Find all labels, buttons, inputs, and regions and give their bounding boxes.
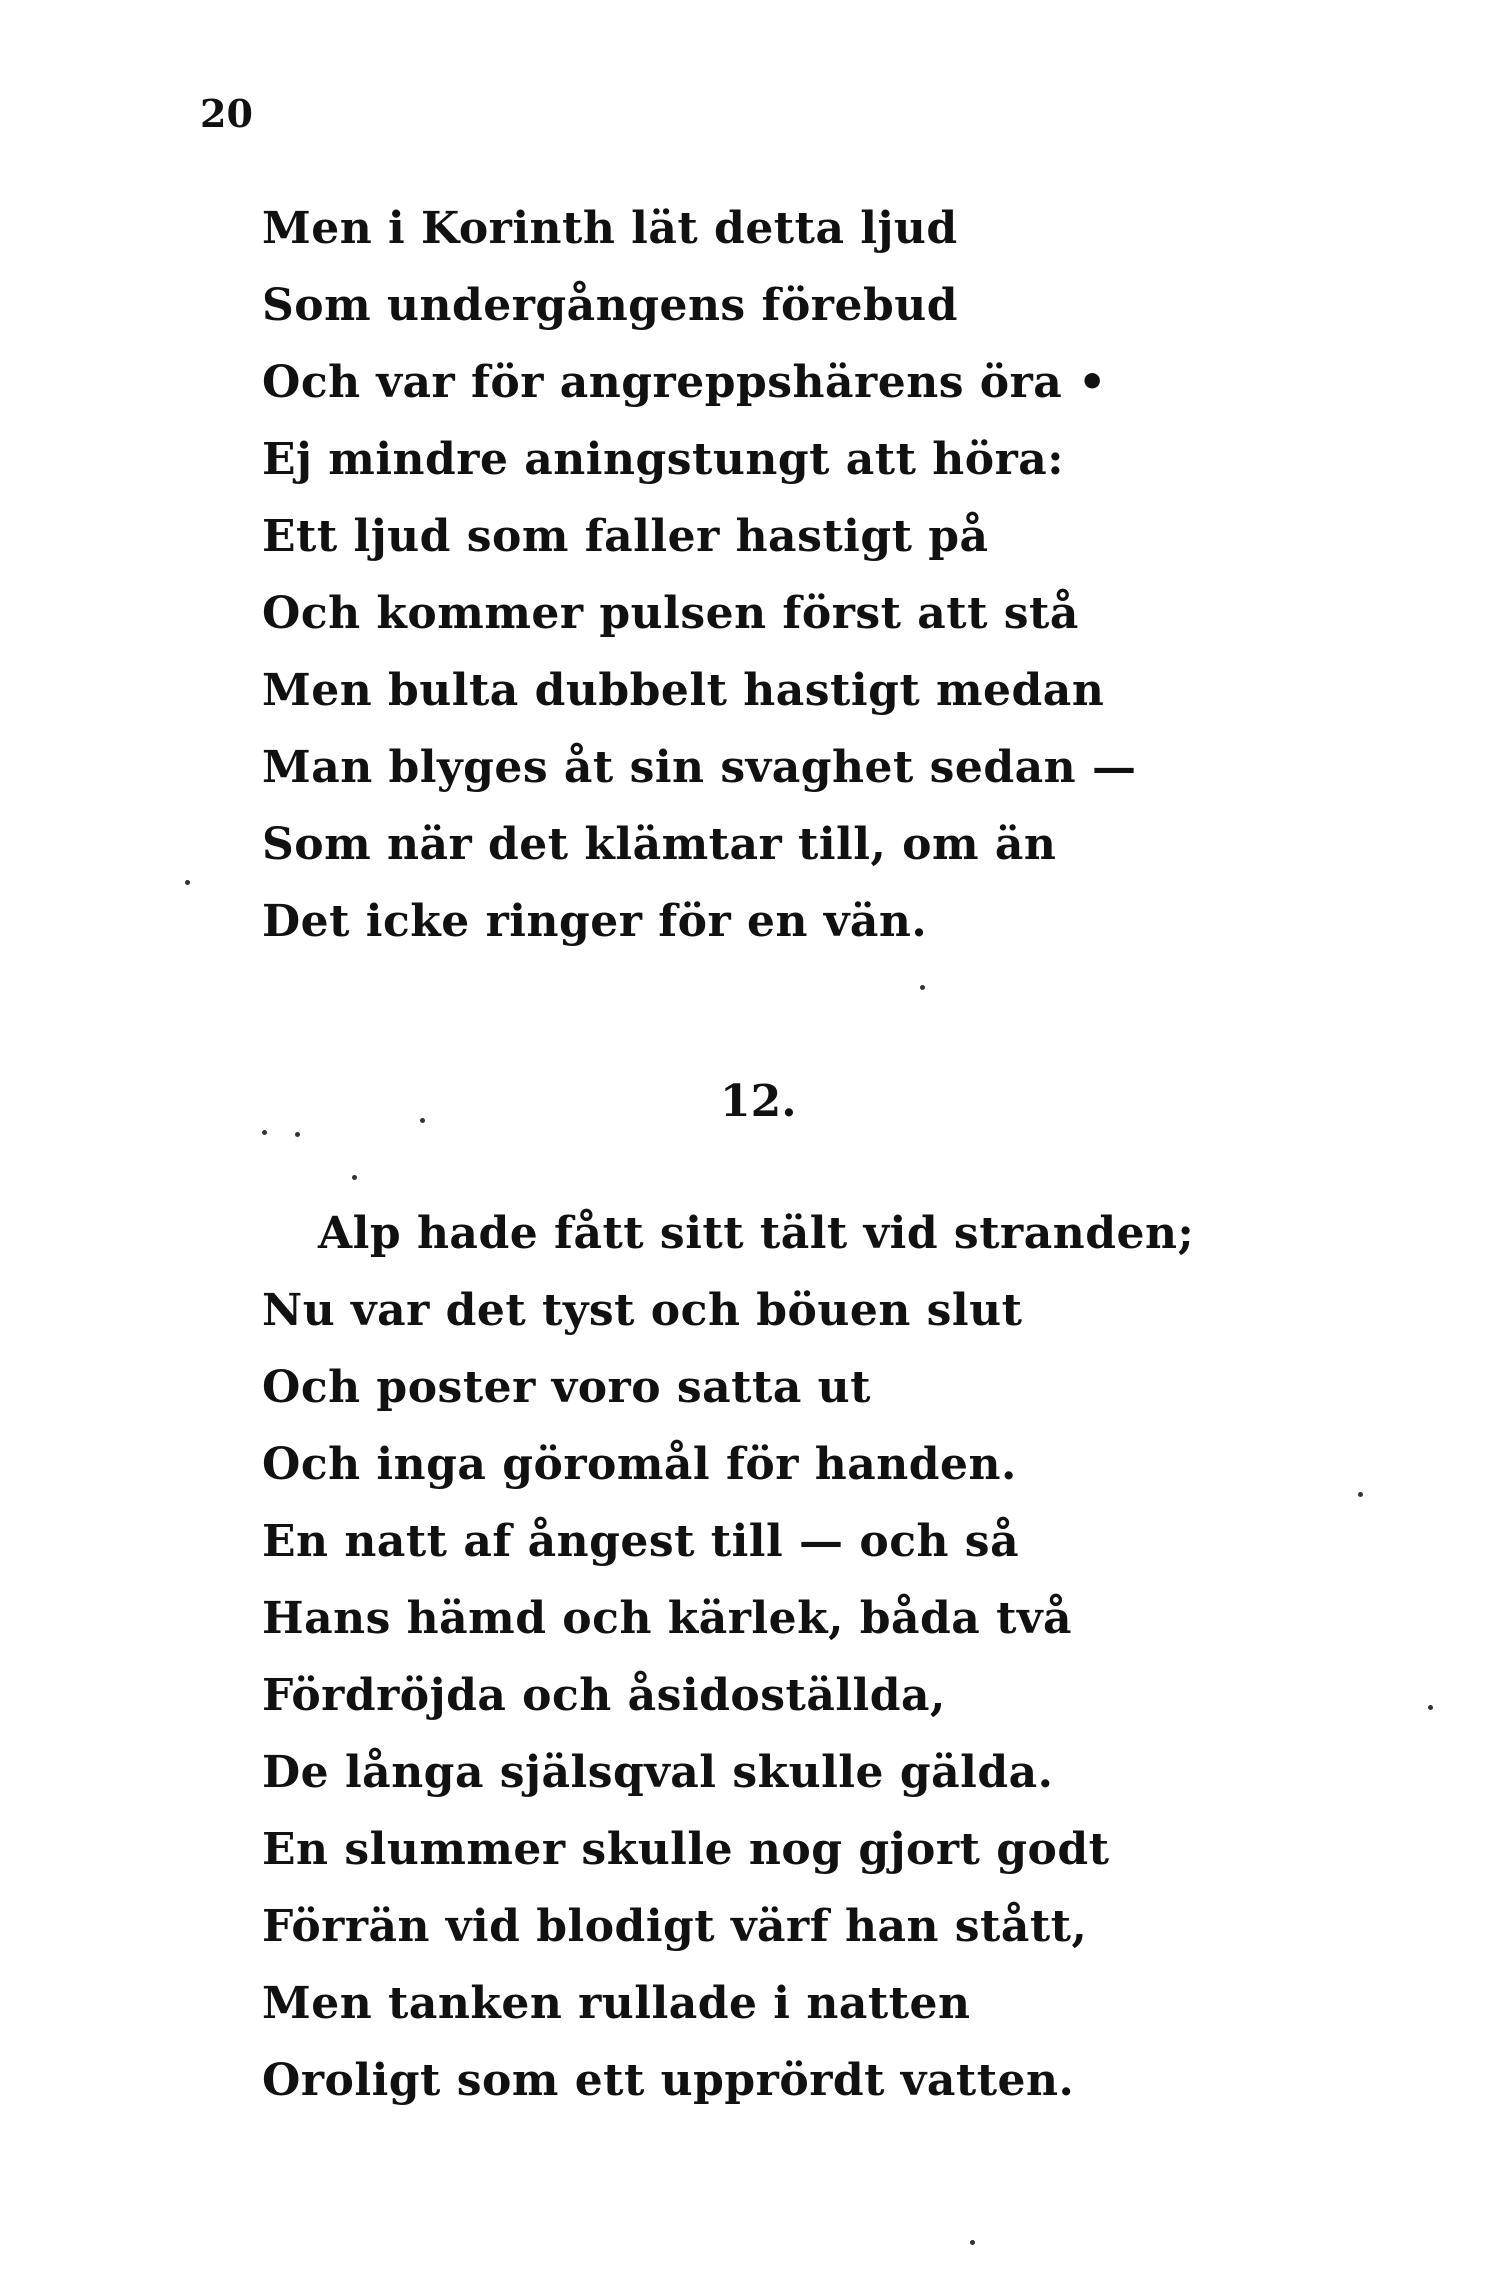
verse-line: Man blyges åt sin svaghet sedan —	[262, 742, 1137, 793]
stanza-1	[262, 190, 1136, 960]
section-number: 12.	[720, 1076, 797, 1127]
verse-line: Förrän vid blodigt värf han stått,	[262, 1901, 1088, 1952]
verse-line: Och inga göromål för handen.	[262, 1439, 1017, 1490]
verse-line: Alp hade fått sitt tält vid stranden;	[318, 1208, 1195, 1259]
print-speck	[1358, 1492, 1363, 1497]
verse-line: Och kommer pulsen först att stå	[262, 588, 1079, 639]
print-speck	[920, 985, 925, 990]
verse-line: Det icke ringer för en vän.	[262, 896, 928, 947]
verse-line: Ej mindre aningstungt att höra:	[262, 434, 1064, 485]
verse-line: Fördröjda och åsidoställda,	[262, 1670, 946, 1721]
stanza-2	[262, 1195, 1194, 2119]
print-speck	[352, 1175, 357, 1180]
verse-line: Hans hämd och kärlek, båda två	[262, 1593, 1073, 1644]
verse-line: Som när det klämtar till, om än	[262, 819, 1057, 870]
verse-line: Men bulta dubbelt hastigt medan	[262, 665, 1105, 716]
print-speck	[970, 2240, 975, 2245]
verse-line: Oroligt som ett upprördt vatten.	[262, 2055, 1075, 2106]
verse-line: Nu var det tyst och böuen slut	[262, 1285, 1023, 1336]
print-speck	[262, 1130, 267, 1135]
verse-line: Men tanken rullade i natten	[262, 1978, 971, 2029]
print-speck	[420, 1118, 425, 1123]
verse-line: Men i Korinth lät detta ljud	[262, 203, 958, 254]
verse-line: Och poster voro satta ut	[262, 1362, 871, 1413]
verse-line: En slummer skulle nog gjort godt	[262, 1824, 1110, 1875]
print-speck	[295, 1132, 300, 1137]
verse-line: Ett ljud som faller hastigt på	[262, 511, 989, 562]
verse-line: Och var för angreppshärens öra •	[262, 357, 1107, 408]
verse-line: De långa själsqval skulle gälda.	[262, 1747, 1054, 1798]
verse-line: Som undergångens förebud	[262, 280, 958, 331]
print-speck	[185, 880, 190, 885]
page-number: 20	[200, 91, 253, 136]
print-speck	[1428, 1705, 1433, 1710]
verse-line: En natt af ångest till — och så	[262, 1516, 1020, 1567]
